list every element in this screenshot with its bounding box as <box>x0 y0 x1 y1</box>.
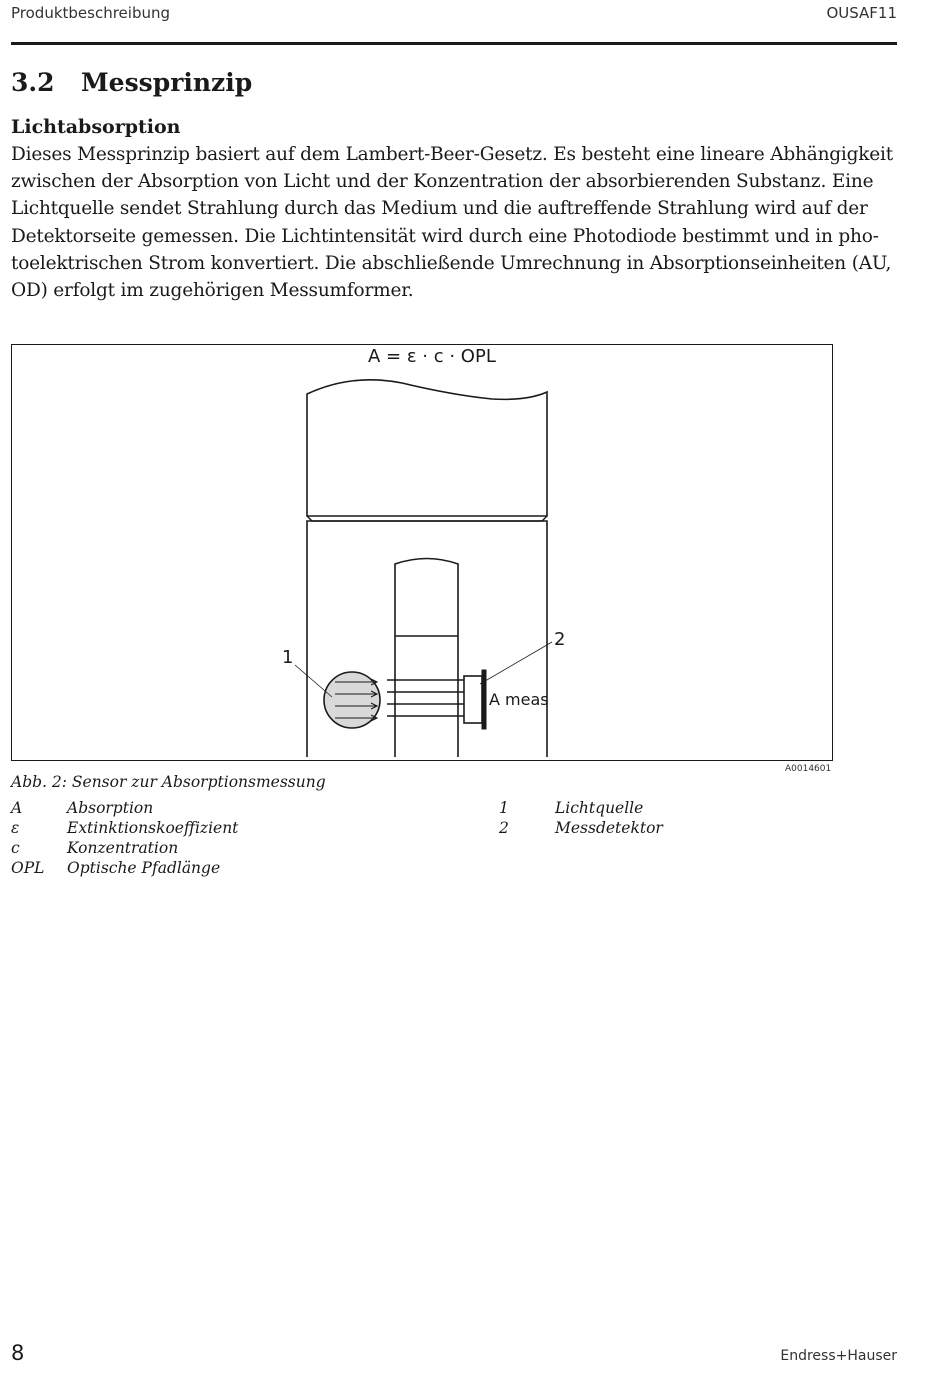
legend-row <box>499 798 829 818</box>
legend-key: ε <box>11 819 20 837</box>
callout-2-leader <box>480 642 552 684</box>
legend-value: Konzentration <box>67 839 179 857</box>
section-title <box>11 68 252 97</box>
light-beams <box>387 680 464 716</box>
legend-row <box>11 798 471 818</box>
legend-value: Extinktionskoeffizient <box>67 819 239 837</box>
callout-1: 1 <box>282 647 294 668</box>
section-title-text: Messprinzip <box>81 68 253 97</box>
legend-row <box>499 818 829 838</box>
paragraph-line: Detektorseite gemessen. Die Lichtintensität wird durch eine Photodiode bestimmt und in pho- <box>11 225 879 247</box>
legend-value: Absorption <box>67 799 154 817</box>
sensor-diagram <box>12 345 834 762</box>
sensor-figure <box>11 344 833 761</box>
paragraph-line: toelektrischen Strom konvertiert. Die abschließende Umrechnung in Absorptionseinheiten (AU, <box>11 252 892 274</box>
body-paragraph <box>11 141 901 304</box>
header-product-code: OUSAF11 <box>826 4 897 22</box>
detector-housing <box>464 676 482 723</box>
legend-key: 1 <box>499 799 509 817</box>
header-section-name: Produktbeschreibung <box>11 4 171 22</box>
legend-numbers <box>499 798 829 838</box>
legend-key: 2 <box>499 819 509 837</box>
paragraph-line: Lichtquelle sendet Strahlung durch das Medium und die auftreffende Strahlung wird auf der <box>11 198 868 220</box>
legend-symbols <box>11 798 471 878</box>
measuring-channel <box>395 559 458 758</box>
legend-value: Lichtquelle <box>555 799 644 817</box>
page-header <box>11 4 897 45</box>
legend-key: A <box>11 799 23 817</box>
legend-value: Messdetektor <box>555 819 663 837</box>
paragraph-line: zwischen der Absorption von Licht und der Konzentration der absorbierenden Substanz. Eine <box>11 171 874 193</box>
legend-key: OPL <box>11 859 45 877</box>
paragraph-line: Dieses Messprinzip basiert auf dem Lambert-Beer-Gesetz. Es besteht eine lineare Abhängigkeit <box>11 144 894 165</box>
legend-key: c <box>11 839 20 857</box>
footer-brand: Endress+Hauser <box>780 1348 897 1364</box>
legend-value: Optische Pfadlänge <box>67 859 221 877</box>
legend-row <box>11 818 471 838</box>
section-number: 3.2 <box>11 68 55 97</box>
detector-plate <box>482 670 486 729</box>
sensor-upper-housing <box>307 380 547 516</box>
detector-label: A meas <box>489 690 549 709</box>
figure-id: A0014601 <box>785 764 832 774</box>
figure-caption: Abb. 2: Sensor zur Absorptionsmessung <box>11 773 326 791</box>
page-number: 8 <box>11 1341 25 1365</box>
subheading: Lichtabsorption <box>11 116 181 138</box>
light-source-lamp <box>324 672 380 728</box>
paragraph-line: OD) erfolgt im zugehörigen Messumformer. <box>11 280 414 302</box>
legend-row <box>11 838 471 858</box>
callout-1-leader <box>295 665 332 697</box>
formula-text: A = ε · c · OPL <box>368 346 496 367</box>
callout-2: 2 <box>554 629 566 650</box>
legend-row <box>11 858 471 878</box>
